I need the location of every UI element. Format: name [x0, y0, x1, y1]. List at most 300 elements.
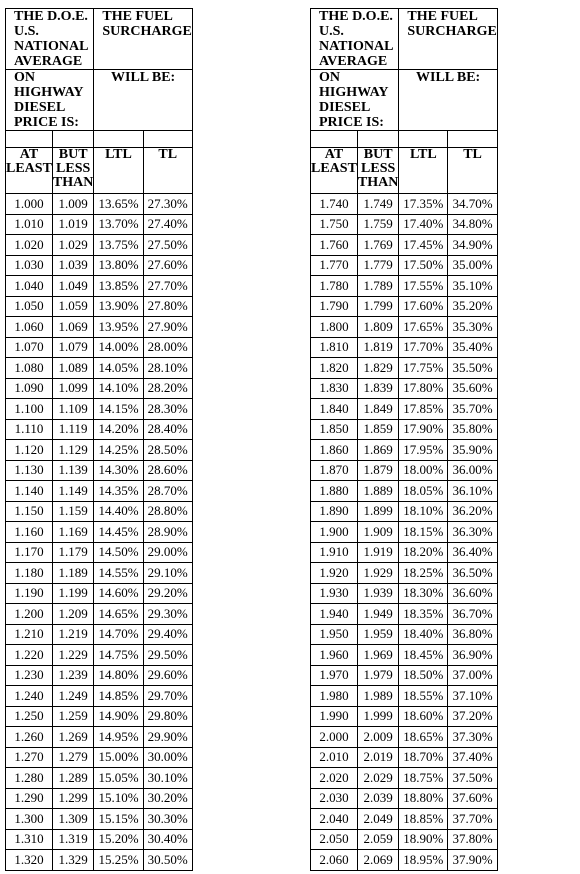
- at-least-cell: 1.980: [311, 686, 358, 707]
- but-less-than-cell: 1.199: [52, 583, 93, 604]
- will-be-heading: WILL BE:: [94, 70, 192, 131]
- ltl-cell: 18.50%: [399, 665, 448, 686]
- at-least-cell: 1.060: [6, 317, 53, 338]
- at-least-cell: 1.950: [311, 624, 358, 645]
- table-row: [311, 747, 498, 768]
- table-row: [311, 727, 498, 748]
- table-row: [311, 604, 498, 625]
- but-less-than-cell: 1.179: [52, 542, 93, 563]
- spacer-cell: [311, 131, 358, 148]
- at-least-cell: 1.920: [311, 563, 358, 584]
- tl-cell: 36.30%: [448, 522, 498, 543]
- table-row: [311, 337, 498, 358]
- table-row: [6, 583, 193, 604]
- table-row: [6, 645, 193, 666]
- tl-cell: 28.80%: [143, 501, 192, 522]
- ltl-cell: 14.95%: [94, 727, 143, 748]
- spacer-cell: [448, 131, 498, 148]
- tl-cell: 28.40%: [143, 419, 192, 440]
- tl-cell: 35.40%: [448, 337, 498, 358]
- tl-cell: 27.80%: [143, 296, 192, 317]
- table-row: [311, 768, 498, 789]
- but-less-than-cell: 1.959: [357, 624, 398, 645]
- table-row: [311, 481, 498, 502]
- spacer-cell: [52, 131, 93, 148]
- col-header-ltl: LTL: [94, 148, 143, 194]
- table-row: [6, 665, 193, 686]
- tl-cell: 29.10%: [143, 563, 192, 584]
- at-least-cell: 1.010: [6, 214, 53, 235]
- tl-cell: 30.50%: [143, 850, 192, 871]
- but-less-than-cell: 1.209: [52, 604, 93, 625]
- but-less-than-cell: 1.939: [357, 583, 398, 604]
- ltl-cell: 14.70%: [94, 624, 143, 645]
- at-least-cell: 2.000: [311, 727, 358, 748]
- but-less-than-cell: 2.029: [357, 768, 398, 789]
- ltl-cell: 14.10%: [94, 378, 143, 399]
- table-row: [311, 460, 498, 481]
- spacer-cell: [399, 131, 448, 148]
- but-less-than-cell: 1.749: [357, 194, 398, 215]
- ltl-cell: 13.80%: [94, 255, 143, 276]
- but-less-than-cell: 1.929: [357, 563, 398, 584]
- at-least-cell: 1.020: [6, 235, 53, 256]
- tl-cell: 37.20%: [448, 706, 498, 727]
- table-row: [311, 686, 498, 707]
- col-header-at-least: AT LEAST: [311, 148, 358, 194]
- tl-cell: 28.50%: [143, 440, 192, 461]
- but-less-than-cell: 1.109: [52, 399, 93, 420]
- table-row: [311, 665, 498, 686]
- at-least-cell: 1.970: [311, 665, 358, 686]
- at-least-cell: 1.170: [6, 542, 53, 563]
- doe-average-heading: THE D.O.E. U.S. NATIONAL AVERAGE: [311, 9, 399, 70]
- ltl-cell: 13.70%: [94, 214, 143, 235]
- table-row: [6, 542, 193, 563]
- col-header-tl: TL: [143, 148, 192, 194]
- at-least-cell: 1.910: [311, 542, 358, 563]
- at-least-cell: 1.140: [6, 481, 53, 502]
- tl-cell: 30.30%: [143, 809, 192, 830]
- but-less-than-cell: 1.949: [357, 604, 398, 625]
- tl-cell: 28.10%: [143, 358, 192, 379]
- table-row: [311, 255, 498, 276]
- but-less-than-cell: 1.899: [357, 501, 398, 522]
- ltl-cell: 17.90%: [399, 419, 448, 440]
- tl-cell: 35.50%: [448, 358, 498, 379]
- but-less-than-cell: 1.809: [357, 317, 398, 338]
- doe-average-heading: THE D.O.E. U.S. NATIONAL AVERAGE: [6, 9, 94, 70]
- table-row: [6, 296, 193, 317]
- tl-cell: 34.80%: [448, 214, 498, 235]
- tl-cell: 28.70%: [143, 481, 192, 502]
- tl-cell: 29.70%: [143, 686, 192, 707]
- table-row: [311, 624, 498, 645]
- ltl-cell: 14.50%: [94, 542, 143, 563]
- tl-cell: 37.90%: [448, 850, 498, 871]
- table-row: [6, 624, 193, 645]
- tl-cell: 35.80%: [448, 419, 498, 440]
- but-less-than-cell: 1.869: [357, 440, 398, 461]
- ltl-cell: 18.75%: [399, 768, 448, 789]
- table-row: [6, 440, 193, 461]
- ltl-cell: 17.95%: [399, 440, 448, 461]
- at-least-cell: 2.050: [311, 829, 358, 850]
- but-less-than-cell: 1.289: [52, 768, 93, 789]
- ltl-cell: 14.55%: [94, 563, 143, 584]
- but-less-than-cell: 1.189: [52, 563, 93, 584]
- ltl-cell: 18.85%: [399, 809, 448, 830]
- tl-cell: 29.30%: [143, 604, 192, 625]
- at-least-cell: 1.270: [6, 747, 53, 768]
- tl-cell: 37.40%: [448, 747, 498, 768]
- at-least-cell: 1.850: [311, 419, 358, 440]
- table-row: [6, 276, 193, 297]
- tl-cell: 28.60%: [143, 460, 192, 481]
- at-least-cell: 1.870: [311, 460, 358, 481]
- ltl-cell: 13.85%: [94, 276, 143, 297]
- table-row: [311, 276, 498, 297]
- table-row: [6, 358, 193, 379]
- col-header-at-least: AT LEAST: [6, 148, 53, 194]
- but-less-than-cell: 1.839: [357, 378, 398, 399]
- table-row: [311, 850, 498, 871]
- ltl-cell: 14.85%: [94, 686, 143, 707]
- but-less-than-cell: 1.159: [52, 501, 93, 522]
- at-least-cell: 2.010: [311, 747, 358, 768]
- tl-cell: 27.60%: [143, 255, 192, 276]
- ltl-cell: 14.65%: [94, 604, 143, 625]
- but-less-than-cell: 2.059: [357, 829, 398, 850]
- tl-cell: 35.70%: [448, 399, 498, 420]
- tl-cell: 37.70%: [448, 809, 498, 830]
- table-row: [6, 850, 193, 871]
- but-less-than-cell: 1.969: [357, 645, 398, 666]
- but-less-than-cell: 1.989: [357, 686, 398, 707]
- ltl-cell: 14.15%: [94, 399, 143, 420]
- ltl-cell: 17.85%: [399, 399, 448, 420]
- ltl-cell: 17.45%: [399, 235, 448, 256]
- table-row: [311, 378, 498, 399]
- table-row: [6, 194, 193, 215]
- at-least-cell: 1.810: [311, 337, 358, 358]
- at-least-cell: 1.240: [6, 686, 53, 707]
- ltl-cell: 18.05%: [399, 481, 448, 502]
- tl-cell: 35.00%: [448, 255, 498, 276]
- but-less-than-cell: 1.779: [357, 255, 398, 276]
- tl-cell: 35.60%: [448, 378, 498, 399]
- at-least-cell: 1.070: [6, 337, 53, 358]
- at-least-cell: 1.740: [311, 194, 358, 215]
- at-least-cell: 1.110: [6, 419, 53, 440]
- at-least-cell: 1.800: [311, 317, 358, 338]
- table-row: [311, 788, 498, 809]
- tl-cell: 37.30%: [448, 727, 498, 748]
- table-row: [6, 399, 193, 420]
- but-less-than-cell: 1.819: [357, 337, 398, 358]
- table-row: [6, 747, 193, 768]
- table-row: [6, 809, 193, 830]
- table-row: [311, 522, 498, 543]
- but-less-than-cell: 1.119: [52, 419, 93, 440]
- at-least-cell: 1.150: [6, 501, 53, 522]
- at-least-cell: 1.770: [311, 255, 358, 276]
- ltl-cell: 14.35%: [94, 481, 143, 502]
- tl-cell: 27.90%: [143, 317, 192, 338]
- at-least-cell: 1.210: [6, 624, 53, 645]
- but-less-than-cell: 1.849: [357, 399, 398, 420]
- table-row: [6, 706, 193, 727]
- tl-cell: 30.40%: [143, 829, 192, 850]
- table-row: [311, 829, 498, 850]
- ltl-cell: 17.40%: [399, 214, 448, 235]
- table-row: [311, 809, 498, 830]
- at-least-cell: 1.900: [311, 522, 358, 543]
- at-least-cell: 1.260: [6, 727, 53, 748]
- ltl-cell: 18.00%: [399, 460, 448, 481]
- at-least-cell: 1.880: [311, 481, 358, 502]
- ltl-cell: 13.75%: [94, 235, 143, 256]
- tl-cell: 35.10%: [448, 276, 498, 297]
- fuel-surcharge-heading: THE FUEL SURCHARGE: [399, 9, 497, 70]
- at-least-cell: 2.030: [311, 788, 358, 809]
- tl-cell: 30.10%: [143, 768, 192, 789]
- but-less-than-cell: 1.269: [52, 727, 93, 748]
- ltl-cell: 14.25%: [94, 440, 143, 461]
- table-row: [311, 563, 498, 584]
- tl-cell: 35.30%: [448, 317, 498, 338]
- spacer-cell: [357, 131, 398, 148]
- table-row: [6, 214, 193, 235]
- at-least-cell: 1.990: [311, 706, 358, 727]
- table-row: [311, 583, 498, 604]
- ltl-cell: 18.70%: [399, 747, 448, 768]
- at-least-cell: 1.790: [311, 296, 358, 317]
- ltl-cell: 17.60%: [399, 296, 448, 317]
- table-row: [6, 317, 193, 338]
- ltl-cell: 14.80%: [94, 665, 143, 686]
- at-least-cell: 2.060: [311, 850, 358, 871]
- at-least-cell: 1.280: [6, 768, 53, 789]
- tl-cell: 29.90%: [143, 727, 192, 748]
- table-row: [311, 214, 498, 235]
- but-less-than-cell: 1.999: [357, 706, 398, 727]
- ltl-cell: 14.30%: [94, 460, 143, 481]
- at-least-cell: 1.180: [6, 563, 53, 584]
- tl-cell: 30.00%: [143, 747, 192, 768]
- ltl-cell: 13.65%: [94, 194, 143, 215]
- at-least-cell: 1.000: [6, 194, 53, 215]
- diesel-price-heading: ON HIGHWAY DIESEL PRICE IS:: [311, 70, 399, 131]
- table-row: [311, 235, 498, 256]
- ltl-cell: 18.25%: [399, 563, 448, 584]
- spacer-cell: [143, 131, 192, 148]
- diesel-price-heading: ON HIGHWAY DIESEL PRICE IS:: [6, 70, 94, 131]
- surcharge-table-left: [5, 8, 193, 871]
- at-least-cell: 1.050: [6, 296, 53, 317]
- at-least-cell: 1.940: [311, 604, 358, 625]
- ltl-cell: 18.20%: [399, 542, 448, 563]
- tl-cell: 30.20%: [143, 788, 192, 809]
- at-least-cell: 1.960: [311, 645, 358, 666]
- at-least-cell: 1.120: [6, 440, 53, 461]
- but-less-than-cell: 1.789: [357, 276, 398, 297]
- ltl-cell: 13.95%: [94, 317, 143, 338]
- at-least-cell: 1.250: [6, 706, 53, 727]
- table-row: [311, 440, 498, 461]
- col-header-tl: TL: [448, 148, 498, 194]
- but-less-than-cell: 1.309: [52, 809, 93, 830]
- at-least-cell: 1.840: [311, 399, 358, 420]
- table-row: [311, 399, 498, 420]
- at-least-cell: 1.750: [311, 214, 358, 235]
- but-less-than-cell: 1.919: [357, 542, 398, 563]
- ltl-cell: 18.15%: [399, 522, 448, 543]
- at-least-cell: 2.020: [311, 768, 358, 789]
- table-row: [311, 501, 498, 522]
- table-row: [6, 501, 193, 522]
- table-row: [311, 542, 498, 563]
- ltl-cell: 14.20%: [94, 419, 143, 440]
- tl-cell: 36.20%: [448, 501, 498, 522]
- but-less-than-cell: 1.759: [357, 214, 398, 235]
- surcharge-table-right: [310, 8, 498, 871]
- but-less-than-cell: 1.859: [357, 419, 398, 440]
- ltl-cell: 18.35%: [399, 604, 448, 625]
- tl-cell: 29.20%: [143, 583, 192, 604]
- tl-cell: 29.40%: [143, 624, 192, 645]
- right-table-body: [311, 9, 498, 871]
- ltl-cell: 14.60%: [94, 583, 143, 604]
- at-least-cell: 1.030: [6, 255, 53, 276]
- tl-cell: 37.50%: [448, 768, 498, 789]
- table-row: [6, 481, 193, 502]
- tl-cell: 37.80%: [448, 829, 498, 850]
- tl-cell: 27.30%: [143, 194, 192, 215]
- but-less-than-cell: 2.049: [357, 809, 398, 830]
- ltl-cell: 17.80%: [399, 378, 448, 399]
- tl-cell: 29.00%: [143, 542, 192, 563]
- tl-cell: 36.00%: [448, 460, 498, 481]
- table-row: [311, 358, 498, 379]
- table-row: [311, 317, 498, 338]
- ltl-cell: 18.60%: [399, 706, 448, 727]
- but-less-than-cell: 1.229: [52, 645, 93, 666]
- but-less-than-cell: 1.769: [357, 235, 398, 256]
- at-least-cell: 1.080: [6, 358, 53, 379]
- tl-cell: 35.20%: [448, 296, 498, 317]
- tl-cell: 28.00%: [143, 337, 192, 358]
- left-table-body: [6, 9, 193, 871]
- at-least-cell: 1.160: [6, 522, 53, 543]
- at-least-cell: 1.820: [311, 358, 358, 379]
- tl-cell: 36.60%: [448, 583, 498, 604]
- table-row: [6, 378, 193, 399]
- at-least-cell: 1.830: [311, 378, 358, 399]
- tl-cell: 29.50%: [143, 645, 192, 666]
- spacer-cell: [6, 131, 53, 148]
- ltl-cell: 18.65%: [399, 727, 448, 748]
- but-less-than-cell: 1.039: [52, 255, 93, 276]
- table-row: [6, 337, 193, 358]
- but-less-than-cell: 2.039: [357, 788, 398, 809]
- but-less-than-cell: 1.079: [52, 337, 93, 358]
- will-be-heading: WILL BE:: [399, 70, 497, 131]
- but-less-than-cell: 1.259: [52, 706, 93, 727]
- but-less-than-cell: 1.009: [52, 194, 93, 215]
- but-less-than-cell: 2.019: [357, 747, 398, 768]
- table-row: [6, 727, 193, 748]
- ltl-cell: 15.15%: [94, 809, 143, 830]
- but-less-than-cell: 1.169: [52, 522, 93, 543]
- ltl-cell: 14.75%: [94, 645, 143, 666]
- tl-cell: 34.90%: [448, 235, 498, 256]
- at-least-cell: 1.310: [6, 829, 53, 850]
- but-less-than-cell: 1.299: [52, 788, 93, 809]
- but-less-than-cell: 1.279: [52, 747, 93, 768]
- table-row: [6, 604, 193, 625]
- ltl-cell: 15.00%: [94, 747, 143, 768]
- but-less-than-cell: 1.139: [52, 460, 93, 481]
- at-least-cell: 1.320: [6, 850, 53, 871]
- but-less-than-cell: 2.069: [357, 850, 398, 871]
- tl-cell: 36.70%: [448, 604, 498, 625]
- tl-cell: 29.80%: [143, 706, 192, 727]
- table-row: [311, 706, 498, 727]
- ltl-cell: 14.00%: [94, 337, 143, 358]
- ltl-cell: 18.95%: [399, 850, 448, 871]
- ltl-cell: 17.35%: [399, 194, 448, 215]
- at-least-cell: 1.860: [311, 440, 358, 461]
- tl-cell: 28.30%: [143, 399, 192, 420]
- but-less-than-cell: 1.889: [357, 481, 398, 502]
- but-less-than-cell: 1.129: [52, 440, 93, 461]
- ltl-cell: 15.20%: [94, 829, 143, 850]
- at-least-cell: 1.040: [6, 276, 53, 297]
- but-less-than-cell: 1.219: [52, 624, 93, 645]
- table-row: [6, 768, 193, 789]
- table-row: [6, 829, 193, 850]
- but-less-than-cell: 1.089: [52, 358, 93, 379]
- but-less-than-cell: 1.329: [52, 850, 93, 871]
- tl-cell: 27.40%: [143, 214, 192, 235]
- spacer-cell: [94, 131, 143, 148]
- tl-cell: 36.90%: [448, 645, 498, 666]
- ltl-cell: 14.90%: [94, 706, 143, 727]
- table-row: [6, 522, 193, 543]
- tl-cell: 37.10%: [448, 686, 498, 707]
- table-row: [6, 563, 193, 584]
- at-least-cell: 1.190: [6, 583, 53, 604]
- at-least-cell: 1.760: [311, 235, 358, 256]
- table-row: [6, 235, 193, 256]
- ltl-cell: 18.45%: [399, 645, 448, 666]
- at-least-cell: 2.040: [311, 809, 358, 830]
- tl-cell: 28.90%: [143, 522, 192, 543]
- ltl-cell: 15.05%: [94, 768, 143, 789]
- but-less-than-cell: 2.009: [357, 727, 398, 748]
- tl-cell: 27.50%: [143, 235, 192, 256]
- but-less-than-cell: 1.799: [357, 296, 398, 317]
- tl-cell: 37.60%: [448, 788, 498, 809]
- tl-cell: 36.50%: [448, 563, 498, 584]
- ltl-cell: 17.70%: [399, 337, 448, 358]
- tl-cell: 29.60%: [143, 665, 192, 686]
- but-less-than-cell: 1.319: [52, 829, 93, 850]
- at-least-cell: 1.300: [6, 809, 53, 830]
- at-least-cell: 1.220: [6, 645, 53, 666]
- table-row: [311, 194, 498, 215]
